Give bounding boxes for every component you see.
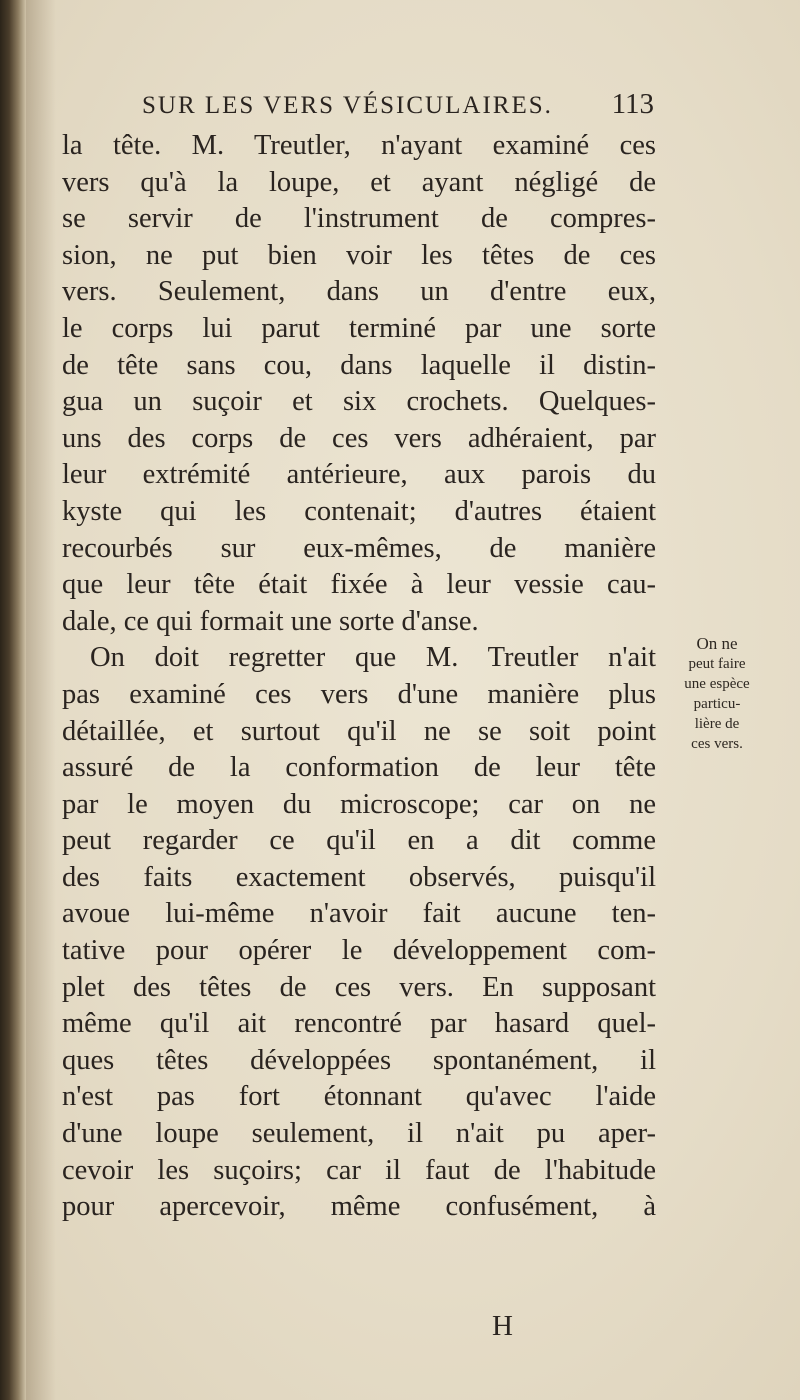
text-line: avoue lui-même n'avoir fait aucune ten- [62, 898, 656, 930]
body-text [62, 128, 656, 1226]
text-line: cevoir les suçoirs; car il faut de l'habitude [62, 1154, 656, 1186]
running-head: SUR LES VERS VÉSICULAIRES. [142, 92, 553, 119]
text-line: uns des corps de ces vers adhéraient, par [62, 422, 656, 454]
margin-note-line: peut faire [688, 656, 746, 672]
text-line: d'une loupe seulement, il n'ait pu aper- [62, 1118, 656, 1150]
text-line: par le moyen du microscope; car on ne [62, 788, 656, 820]
margin-note-line: une espèce [684, 676, 750, 692]
page-header [100, 88, 660, 128]
text-line: le corps lui parut terminé par une sorte [62, 312, 656, 344]
text-line: pas examiné ces vers d'une manière plus [62, 678, 656, 710]
text-line: On doit regretter que M. Treutler n'ait [90, 642, 656, 674]
text-line: gua un suçoir et six crochets. Quelques- [62, 386, 656, 418]
margin-note-line: lière de [694, 716, 740, 732]
text-line: vers qu'à la loupe, et ayant négligé de [62, 166, 656, 198]
text-line: même qu'il ait rencontré par hasard quel- [62, 1008, 656, 1040]
margin-note [672, 634, 762, 754]
text-line: se servir de l'instrument de compres- [62, 203, 656, 235]
margin-note-line: On ne [696, 634, 738, 653]
page-number: 113 [611, 88, 654, 120]
text-line: vers. Seulement, dans un d'entre eux, [62, 276, 656, 308]
text-line: n'est pas fort étonnant qu'avec l'aide [62, 1081, 656, 1113]
text-line: de tête sans cou, dans laquelle il distin- [62, 349, 656, 381]
text-line: dale, ce qui formait une sorte d'anse. [62, 605, 479, 637]
text-line: pour apercevoir, même confusément, à [62, 1191, 656, 1223]
text-line: recourbés sur eux-mêmes, de manière [62, 532, 656, 564]
margin-note-line: ces vers. [691, 736, 743, 752]
text-line: assuré de la conformation de leur tête [62, 752, 656, 784]
text-line: peut regarder ce qu'il en a dit comme [62, 825, 656, 857]
text-line: des faits exactement observés, puisqu'il [62, 861, 656, 893]
spine-shadow [26, 0, 56, 1400]
signature-mark: H [492, 1310, 513, 1342]
margin-note-line: particu- [693, 696, 741, 712]
text-line: plet des têtes de ces vers. En supposant [62, 971, 656, 1003]
book-spine [0, 0, 26, 1400]
text-line: ques têtes développées spontanément, il [62, 1044, 656, 1076]
text-line: détaillée, et surtout qu'il ne se soit point [62, 715, 656, 747]
text-line: la tête. M. Treutler, n'ayant examiné ces [62, 130, 656, 161]
text-line: kyste qui les contenait; d'autres étaient [62, 495, 656, 527]
text-line: leur extrémité antérieure, aux parois du [62, 459, 656, 491]
text-line: que leur tête était fixée à leur vessie cau- [62, 569, 656, 601]
text-line: tative pour opérer le développement com- [62, 935, 656, 967]
text-line: sion, ne put bien voir les têtes de ces [62, 239, 656, 271]
